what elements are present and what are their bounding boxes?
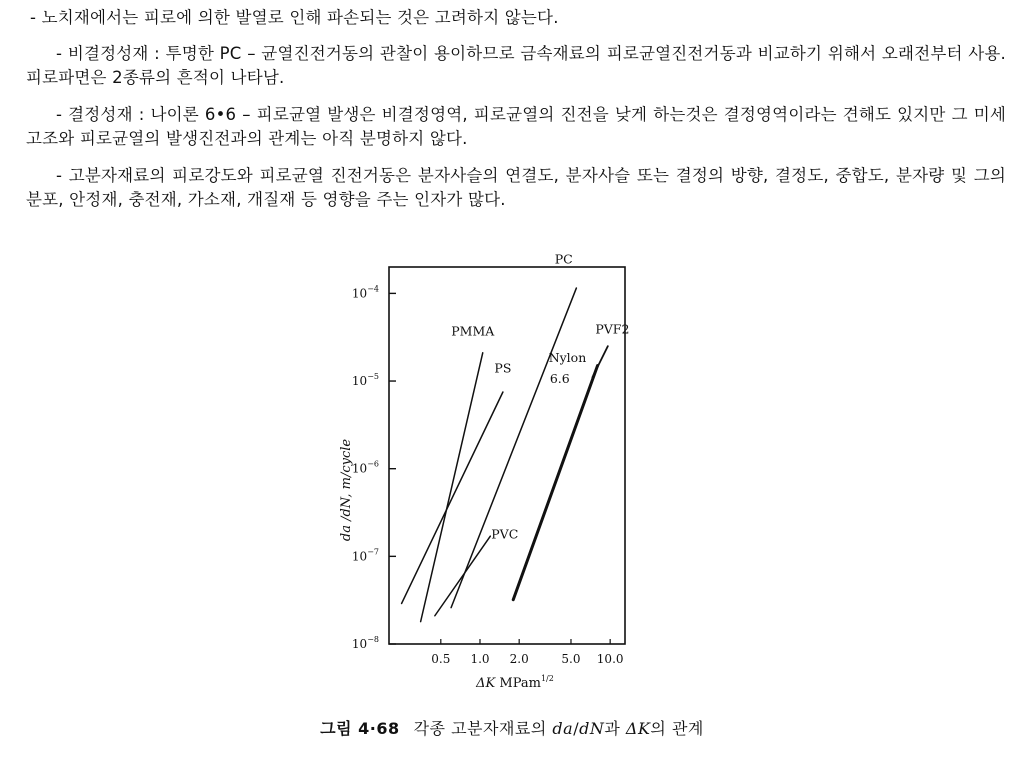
y-tick-label: $10^{-5}$ [351,372,379,389]
series-label: Nylon [548,349,587,365]
series-line-nylon-6-6 [513,366,597,600]
paragraph-factors: - 고분자재료의 피로강도와 피로균열 진전거동은 분자사슬의 연결도, 분자사슬 또는 결정의 방향, 결정도, 중합도, 분자량 및 그의 분포, 안정재, 충전재, 가소재, 개질재 등 영향을 주는 인자가 많다. [26,166,1006,209]
caption-math-dn: dN [579,719,605,738]
x-tick-label: 10.0 [596,652,624,666]
caption-text-after: 의 관계 [650,719,704,738]
paragraph-notch: - 노치재에서는 피로에 의한 발열로 인해 파손되는 것은 고려하지 않는다. [30,8,559,27]
series-label: PMMA [451,323,495,339]
y-tick-label: $10^{-7}$ [351,547,379,564]
series-labels [451,251,629,541]
series-label: PS [494,360,512,376]
series-label: PVC [491,526,519,542]
series-line-pvc [435,536,490,616]
data-series [402,288,608,622]
caption-text-mid: 과 [604,719,626,738]
svg-text:ΔK MPam1/2: ΔK MPam$^{1/2}$ [476,674,554,691]
series-line-pvf2 [592,346,607,377]
caption-math-da: da [552,719,574,738]
x-axis-ticks [431,639,623,666]
x-tick-label: 2.0 [509,652,529,666]
series-label: PVF2 [595,321,630,337]
crack-growth-chart [330,251,650,702]
x-axis-label [475,674,554,691]
caption-text-before: 각종 고분자재료의 [413,719,553,738]
body-text [26,6,1006,225]
y-axis-label: da /dN, m/cycle [339,438,354,542]
paragraph-amorphous: - 비결정성재 : 투명한 PC – 균열진전거동의 관찰이 용이하므로 금속재료의 피로균열진전거동과 비교하기 위해서 오래전부터 사용. 피로파면은 2종류의 흔적이 나타남. [26,44,1006,87]
paragraph-crystalline: - 결정성재 : 나이론 6•6 – 피로균열 발생은 비결정영역, 피로균열의 진전을 낮게 하는것은 결정영역이라는 견해도 있지만 그 미세고조와 피로균열의 발생진전과의 관계는 아직 분명하지 않다. [26,105,1006,148]
x-tick-label: 5.0 [561,652,581,666]
series-line-pmma [421,353,483,622]
y-tick-label: $10^{-4}$ [351,284,379,301]
plot-frame [389,267,625,644]
figure-number: 그림 4·68 [320,719,400,738]
series-label: PC [554,251,573,267]
y-tick-label: $10^{-6}$ [351,459,379,476]
figure-4-68 [330,251,650,702]
x-tick-label: 0.5 [431,652,451,666]
y-tick-label: $10^{-8}$ [351,635,379,651]
caption-math-delta-k: ΔK [625,719,651,738]
series-label: 6.6 [549,370,570,386]
figure-caption [0,716,1024,739]
caption-slash: / [573,719,580,738]
series-line-ps [402,392,503,603]
x-tick-label: 1.0 [470,652,490,666]
